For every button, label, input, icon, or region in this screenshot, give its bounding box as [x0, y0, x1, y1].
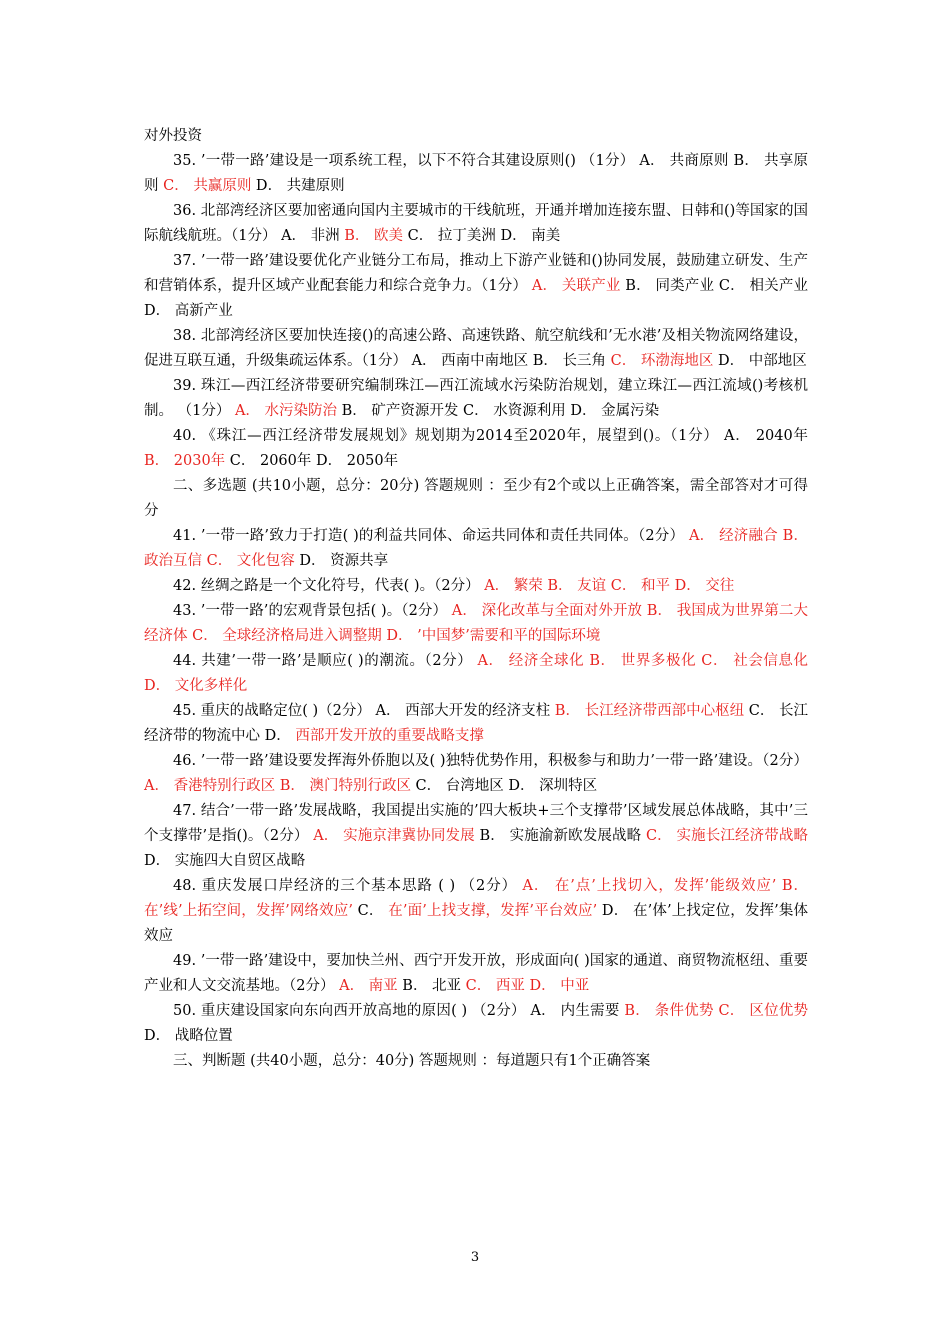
question-paragraph — [144, 599, 808, 649]
question-paragraph — [144, 149, 808, 199]
question-text: C． 拉丁美洲 D． 南美 — [403, 228, 561, 244]
question-text: D． 战略位置 — [144, 1028, 233, 1044]
question-text: 对外投资 — [144, 128, 202, 144]
question-text: B． 矿产资源开发 C． 水资源利用 D． 金属污染 — [337, 403, 660, 419]
question-paragraph — [144, 324, 808, 374]
question-paragraph — [144, 374, 808, 424]
question-paragraph — [144, 649, 808, 699]
question-text: 44. 共建’一带一路’是顺应( )的潮流。（2分） — [173, 653, 478, 669]
question-text: B． 北亚 — [397, 978, 466, 994]
question-text: D． 在’体’上找定位，发挥’集体效应 — [144, 903, 808, 944]
question-text: C． 长江经济带的物流中心 D． — [144, 703, 808, 744]
question-text: 43. ’一带一路’的宏观背景包括( )。（2分） — [173, 603, 452, 619]
question-text: 49. ’一带一路’建设中，要加快兰州、西宁开发开放，形成面向( )国家的通道、商贸物流枢纽、重要产业和人文交流基地。（2分） — [144, 953, 808, 994]
answer-text: B． 2030年 — [144, 453, 226, 469]
answer-text: A． 关联产业 — [531, 278, 621, 294]
question-text: 45. 重庆的战略定位( )（2分） A． 西部大开发的经济支柱 — [173, 703, 555, 719]
answer-text: C． 环渤海地区 — [610, 353, 714, 369]
question-paragraph — [144, 524, 808, 574]
answer-text: A． 水污染防治 — [234, 403, 338, 419]
question-text: 47. 结合’一带一路’发展战略，我国提出实施的’四大板块+三个支撑带’区域发展总体战略，其中’三个支撑带’是指()。（2分） — [144, 803, 808, 844]
question-paragraph — [144, 574, 808, 599]
question-text: B． 同类产业 C． 相关产业 D． 高新产业 — [144, 278, 808, 319]
question-paragraph — [144, 749, 808, 799]
question-text: D． 中部地区 — [713, 353, 807, 369]
answer-text: C． 共赢原则 — [163, 178, 252, 194]
question-text: 42. 丝绸之路是一个文化符号，代表( )。（2分） — [173, 578, 485, 594]
question-text: D． 共建原则 — [251, 178, 345, 194]
question-text: 三、判断题 (共40小题，总分：40分) 答题规则 ：每道题只有1个正确答案 — [173, 1053, 651, 1069]
question-paragraph — [144, 799, 808, 874]
answer-text: A． 深化改革与全面对外开放 B． 我国成为世界第二大经济体 C． 全球经济格局进入调整期 D． ’中国梦’需要和平的国际环境 — [144, 603, 808, 644]
answer-text: B． 长江经济带西部中心枢纽 — [554, 703, 745, 719]
answer-text: 在’面’上找支撑，发挥’平台效应’ — [388, 903, 598, 919]
answer-text: A． 香港特别行政区 B． 澳门特别行政区 — [144, 778, 411, 794]
answer-text: A． 实施京津冀协同发展 — [313, 828, 475, 844]
answer-text: A． 经济全球化 B． 世界多极化 C． 社会信息化 D． 文化多样化 — [144, 653, 808, 694]
question-paragraph — [144, 124, 808, 149]
question-text: C． 台湾地区 D． 深圳特区 — [410, 778, 598, 794]
question-text: D． 资源共享 — [294, 553, 389, 569]
question-paragraph — [144, 199, 808, 249]
question-text: B． 实施渝新欧发展战略 — [474, 828, 646, 844]
question-text: 40. 《珠江—西江经济带发展规划》规划期为2014至2020年，展望到()。（1分） A． 2040年 — [173, 428, 808, 444]
question-paragraph — [144, 949, 808, 999]
answer-text: 西部开发开放的重要战略支撑 — [295, 728, 484, 744]
question-text: 41. ’一带一路’致力于打造( )的利益共同体、命运共同体和责任共同体。（2分） — [173, 528, 689, 544]
question-paragraph — [144, 699, 808, 749]
question-paragraph — [144, 474, 808, 524]
answer-text: C． 实施长江经济带战略 — [645, 828, 808, 844]
question-text: 39. 珠江—西江经济带要研究编制珠江—西江流域水污染防治规划，建立珠江—西江流域()考核机制。 （1分） — [144, 378, 808, 419]
question-paragraph — [144, 999, 808, 1049]
question-text: 35. ’一带一路’建设是一项系统工程，以下不符合其建设原则() （1分） A． 共商原则 B． 共享原则 — [144, 153, 808, 194]
question-paragraph — [144, 249, 808, 324]
question-text: 50. 重庆建设国家向东向西开放高地的原因( ) （2分） A． 内生需要 — [173, 1003, 625, 1019]
question-text: 37. ’一带一路’建设要优化产业链分工布局，推动上下游产业链和()协同发展，鼓励建立研发、生产和营销体系，提升区域产业配套能力和综合竞争力。（1分） — [144, 253, 808, 294]
question-text: 38. 北部湾经济区要加快连接()的高速公路、高速铁路、航空航线和’无水港’及相关物流网络建设，促进互联互通，升级集疏运体系。（1分） A． 西南中南地区 B． 长三角 — [144, 328, 808, 369]
answer-text: B． 条件优势 C． 区位优势 — [624, 1003, 809, 1019]
question-paragraph — [144, 424, 808, 474]
question-text: 36. 北部湾经济区要加密通向国内主要城市的干线航班，开通并增加连接东盟、日韩和()等国家的国际航线航班。（1分） A． 非洲 — [144, 203, 808, 244]
question-text: 二、多选题 (共10小题，总分：20分) 答题规则 ：至少有2个或以上正确答案，需全部答对才可得分 — [144, 478, 808, 519]
answer-text: A． 南亚 — [339, 978, 398, 994]
question-text: C． 2060年 D． 2050年 — [225, 453, 399, 469]
document-body — [144, 124, 808, 1074]
answer-text: A． 在’点’上找切入，发挥’能级效应’ B． 在’线’上拓空间，发挥’网络效应’ — [144, 878, 808, 919]
answer-text: C． 西亚 D． 中亚 — [465, 978, 590, 994]
answer-text: A． 经济融合 B． 政治互信 C． 文化包容 — [144, 528, 808, 569]
question-text: 46. ’一带一路’建设要发挥海外侨胞以及( )独特优势作用，积极参与和助力’一带一路’建设。（2分） — [173, 753, 808, 769]
answer-text: A． 繁荣 B． 友谊 C． 和平 D． 交往 — [484, 578, 735, 594]
question-text: C． — [352, 903, 389, 919]
question-paragraph — [144, 874, 808, 949]
question-text: D． 实施四大自贸区战略 — [144, 853, 306, 869]
question-text: 48. 重庆发展口岸经济的三个基本思路 ( ) （2分） — [173, 878, 523, 894]
answer-text: B． 欧美 — [344, 228, 404, 244]
page-number: 3 — [470, 1250, 480, 1265]
question-paragraph — [144, 1049, 808, 1074]
